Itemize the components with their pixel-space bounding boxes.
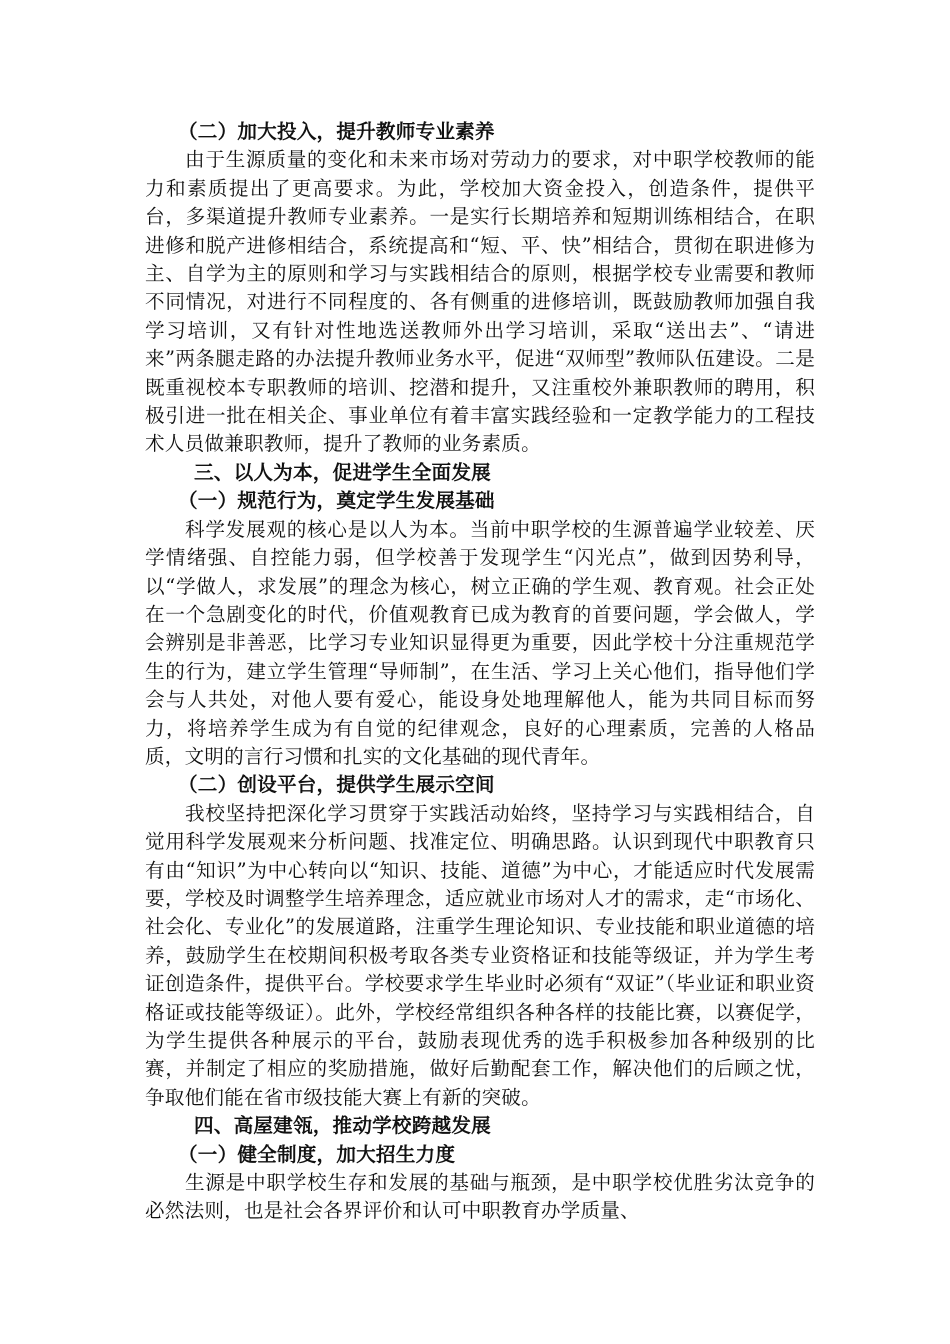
- section-heading-4-1: （一）健全制度，加大招生力度: [178, 1142, 456, 1166]
- paragraph-student-platform: 我校坚持把深化学习贯穿于实践活动始终，坚持学习与实践相结合，自觉用科学发展观来分析问题、找准定位、明确思路。认识到现代中职教育只有由“知识”为中心转向以“知识、技能、道德”为中心，才能适应时代发展需要，学校及时调整学生培养理念，适应就业市场对人才的需求，走“市场化、社会化、专业化”的发展道路，注重学生理论知识、专业技能和职业道德的培养，鼓励学生在校期间积极考取各类专业资格证和技能等级证，并为学生考证创造条件，提供平台。学校要求学生毕业时必须有“双证”（毕业证和职业资格证或技能等级证）。此外，学校经常组织各种各样的技能比赛，以赛促学，为学生提供各种展示的平台，鼓励表现优秀的选手积极参加各种级别的比赛，并制定了相应的奖励措施，做好后勤配套工作，解决他们的后顾之忧，争取他们能在省市级技能大赛上有新的突破。: [145, 801, 815, 1109]
- paragraph-student-behavior: 科学发展观的核心是以人为本。当前中职学校的生源普遍学业较差、厌学情绪强、自控能力弱，但学校善于发现学生“闪光点”，做到因势利导，以“学做人，求发展”的理念为核心，树立正确的学生观、教育观。社会正处在一个急剧变化的时代，价值观教育已成为教育的首要问题，学会做人，学会辨别是非善恶，比学习专业知识显得更为重要，因此学校十分注重规范学生的行为，建立学生管理“导师制”，在生活、学习上关心他们，指导他们学会与人共处，对他人要有爱心，能设身处地理解他人，能为共同目标而努力，将培养学生成为有自觉的纪律观念，良好的心理素质，完善的人格品质，文明的言行习惯和扎实的文化基础的现代青年。: [145, 517, 815, 768]
- paragraph-teacher-quality: 由于生源质量的变化和未来市场对劳动力的要求，对中职学校教师的能力和素质提出了更高要求。为此，学校加大资金投入，创造条件，提供平台，多渠道提升教师专业素养。一是实行长期培养和短期训练相结合，在职进修和脱产进修相结合，系统提高和“短、平、快”相结合，贯彻在职进修为主、自学为主的原则和学习与实践相结合的原则，根据学校专业需要和教师不同情况，对进行不同程度的、各有侧重的进修培训，既鼓励教师加强自我学习培训，又有针对性地选送教师外出学习培训，采取“送出去”、“请进来”两条腿走路的办法提升教师业务水平，促进“双师型”教师队伍建设。二是既重视校本专职教师的培训、挖潜和提升，又注重校外兼职教师的聘用，积极引进一批在相关企、事业单位有着丰富实践经验和一定教学能力的工程技术人员做兼职教师，提升了教师的业务素质。: [145, 148, 815, 456]
- section-heading-2-2: （二）加大投入，提升教师专业素养: [178, 120, 495, 143]
- section-heading-3-1: （一）规范行为，奠定学生发展基础: [178, 489, 495, 513]
- section-heading-3-2: （二）创设平台，提供学生展示空间: [178, 773, 495, 797]
- section-heading-3: 三、以人为本，促进学生全面发展: [194, 460, 491, 484]
- section-heading-4: 四、高屋建瓴，推动学校跨越发展: [194, 1114, 491, 1138]
- document-body: [145, 118, 815, 1226]
- paragraph-enrollment: 生源是中职学校生存和发展的基础与瓶颈，是中职学校优胜劣汰竞争的必然法则，也是社会各界评价和认可中职教育办学质量、: [145, 1171, 815, 1223]
